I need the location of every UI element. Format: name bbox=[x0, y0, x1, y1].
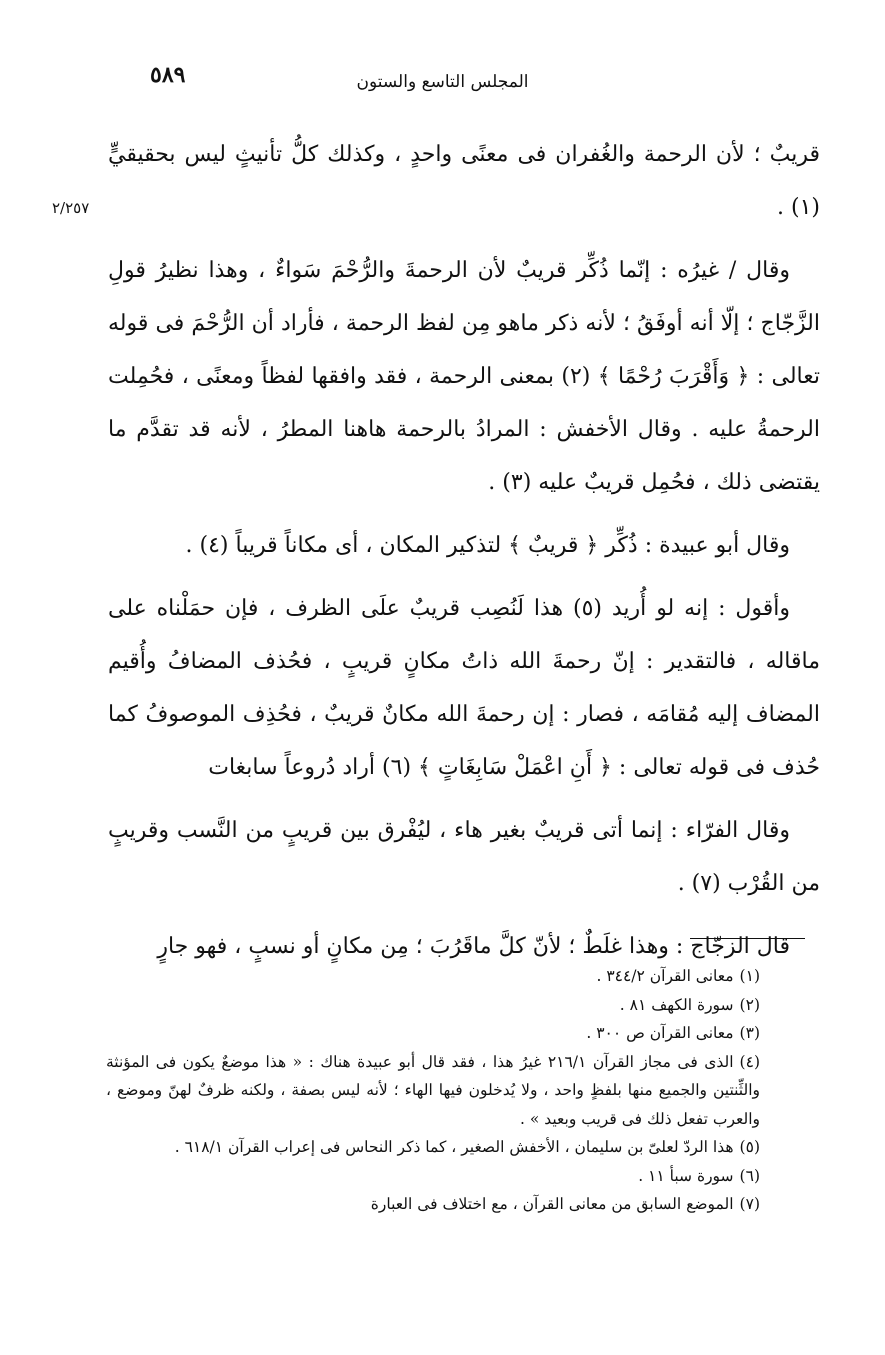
paragraph: وقال الفرّاء : إنما أتى قريبٌ بغير هاء ، ليُفْرق بين قريبٍ من النَّسب وقريبٍ من القُرْب (٧) . bbox=[108, 818, 820, 896]
footnote bbox=[106, 1190, 760, 1219]
footnotes bbox=[106, 962, 760, 1219]
running-head: المجلس التاسع والستون bbox=[356, 72, 529, 92]
footnote-number: (٢) bbox=[739, 995, 760, 1014]
footnote bbox=[106, 1133, 760, 1162]
main-text bbox=[108, 128, 820, 983]
paragraph: قريبٌ ؛ لأن الرحمة والغُفران فى معنًى واحدٍ ، وكذلك كلُّ تأنيثٍ ليس بحقيقيٍّ (١) . bbox=[108, 142, 820, 220]
footnote-text: سورة الكهف ٨١ . bbox=[619, 995, 734, 1014]
page-number: ٥٨٩ bbox=[150, 62, 186, 88]
footnote-text: سورة سبأ ١١ . bbox=[638, 1166, 734, 1185]
footnote-number: (١) bbox=[739, 967, 760, 985]
footnote bbox=[106, 962, 760, 991]
paragraph: وقال / غيرُه : إنّما ذُكِّر قريبٌ لأن الرحمةَ والرُّحْمَ سَواءٌ ، وهذا نظيرُ قولِ الزَّجّاج ؛ إلّا أنه أوفَقُ ؛ لأنه ذكر ماهو مِن لفظ الرحمة ، فأراد أن الرُّحْمَ فى قوله تعالى : ﴿ وَأَقْرَبَ رُحْمًا ﴾ (٢) بمعنى الرحمة ، فقد وافقها لفظاً ومعنًى ، فحُمِلت الرحمةُ عليه . وقال الأخفش : المرادُ بالرحمة هاهنا المطرُ ، لأنه قد تقدَّم ما يقتضى ذلك ، فحُمِل قريبٌ عليه (٣) . bbox=[108, 258, 820, 495]
footnote-number: (٣) bbox=[739, 1024, 760, 1042]
footnote bbox=[106, 1162, 760, 1191]
footnote-text: معانى القرآن ٣٤٤/٢ . bbox=[596, 967, 734, 985]
footnote bbox=[106, 991, 760, 1020]
page-header bbox=[0, 62, 885, 102]
footnote-divider bbox=[690, 938, 805, 939]
footnote-number: (٧) bbox=[739, 1195, 760, 1213]
paragraph: قال الزجّاج : وهذا غلَطٌ ؛ لأنّ كلَّ ماقَرُبَ ؛ مِن مكانٍ أو نسبٍ ، فهو جارٍ bbox=[157, 934, 790, 959]
footnote-text: الموضع السابق من معانى القرآن ، مع اختلاف فى العبارة bbox=[370, 1195, 734, 1213]
footnote-number: (٤) bbox=[739, 1052, 760, 1071]
footnote bbox=[106, 1019, 760, 1048]
margin-reference: ٢/٢٥٧ bbox=[52, 199, 90, 217]
footnote-text: الذى فى مجاز القرآن ٢١٦/١ غيرُ هذا ، فقد قال أبو عبيدة هناك : « هذا موضعٌ يكون فى المؤنثة والثِّنتين والجميع منها بلفظٍ واحد ، ولا يُدخلون فيها الهاء ؛ لأنه ليس بصفة ، ولكنه ظرفٌ لهنّ وموضع ، والعرب تفعل ذلك فى قريب وبعيد » . bbox=[106, 1052, 760, 1128]
paragraph: وأقول : إنه لو أُريد (٥) هذا لَنُصِب قريبٌ علَى الظرف ، فإن حمَلْناه على ماقاله ، فالتقدير : إنّ رحمةَ الله ذاتُ مكانٍ قريبٍ ، فحُذف المضافُ وأُقيم المضاف إليه مُقامَه ، فصار : إن رحمةَ الله مكانٌ قريبٌ ، فحُذِف الموصوفُ كما حُذف فى قوله تعالى : ﴿ أَنِ اعْمَلْ سَابِغَاتٍ ﴾ (٦) أراد دُروعاً سابغات bbox=[108, 596, 820, 780]
footnote-text: هذا الردّ لعلىّ بن سليمان ، الأخفش الصغير ، كما ذكر النحاس فى إعراب القرآن ٦١٨/١ . bbox=[174, 1138, 734, 1156]
paragraph: وقال أبو عبيدة : ذُكِّر ﴿ قريبٌ ﴾ لتذكير المكان ، أى مكاناً قريباً (٤) . bbox=[185, 533, 790, 558]
footnote-number: (٦) bbox=[739, 1166, 760, 1185]
footnote-text: معانى القرآن ص ٣٠٠ . bbox=[586, 1024, 734, 1042]
footnote-number: (٥) bbox=[739, 1138, 760, 1156]
footnote bbox=[106, 1048, 760, 1134]
